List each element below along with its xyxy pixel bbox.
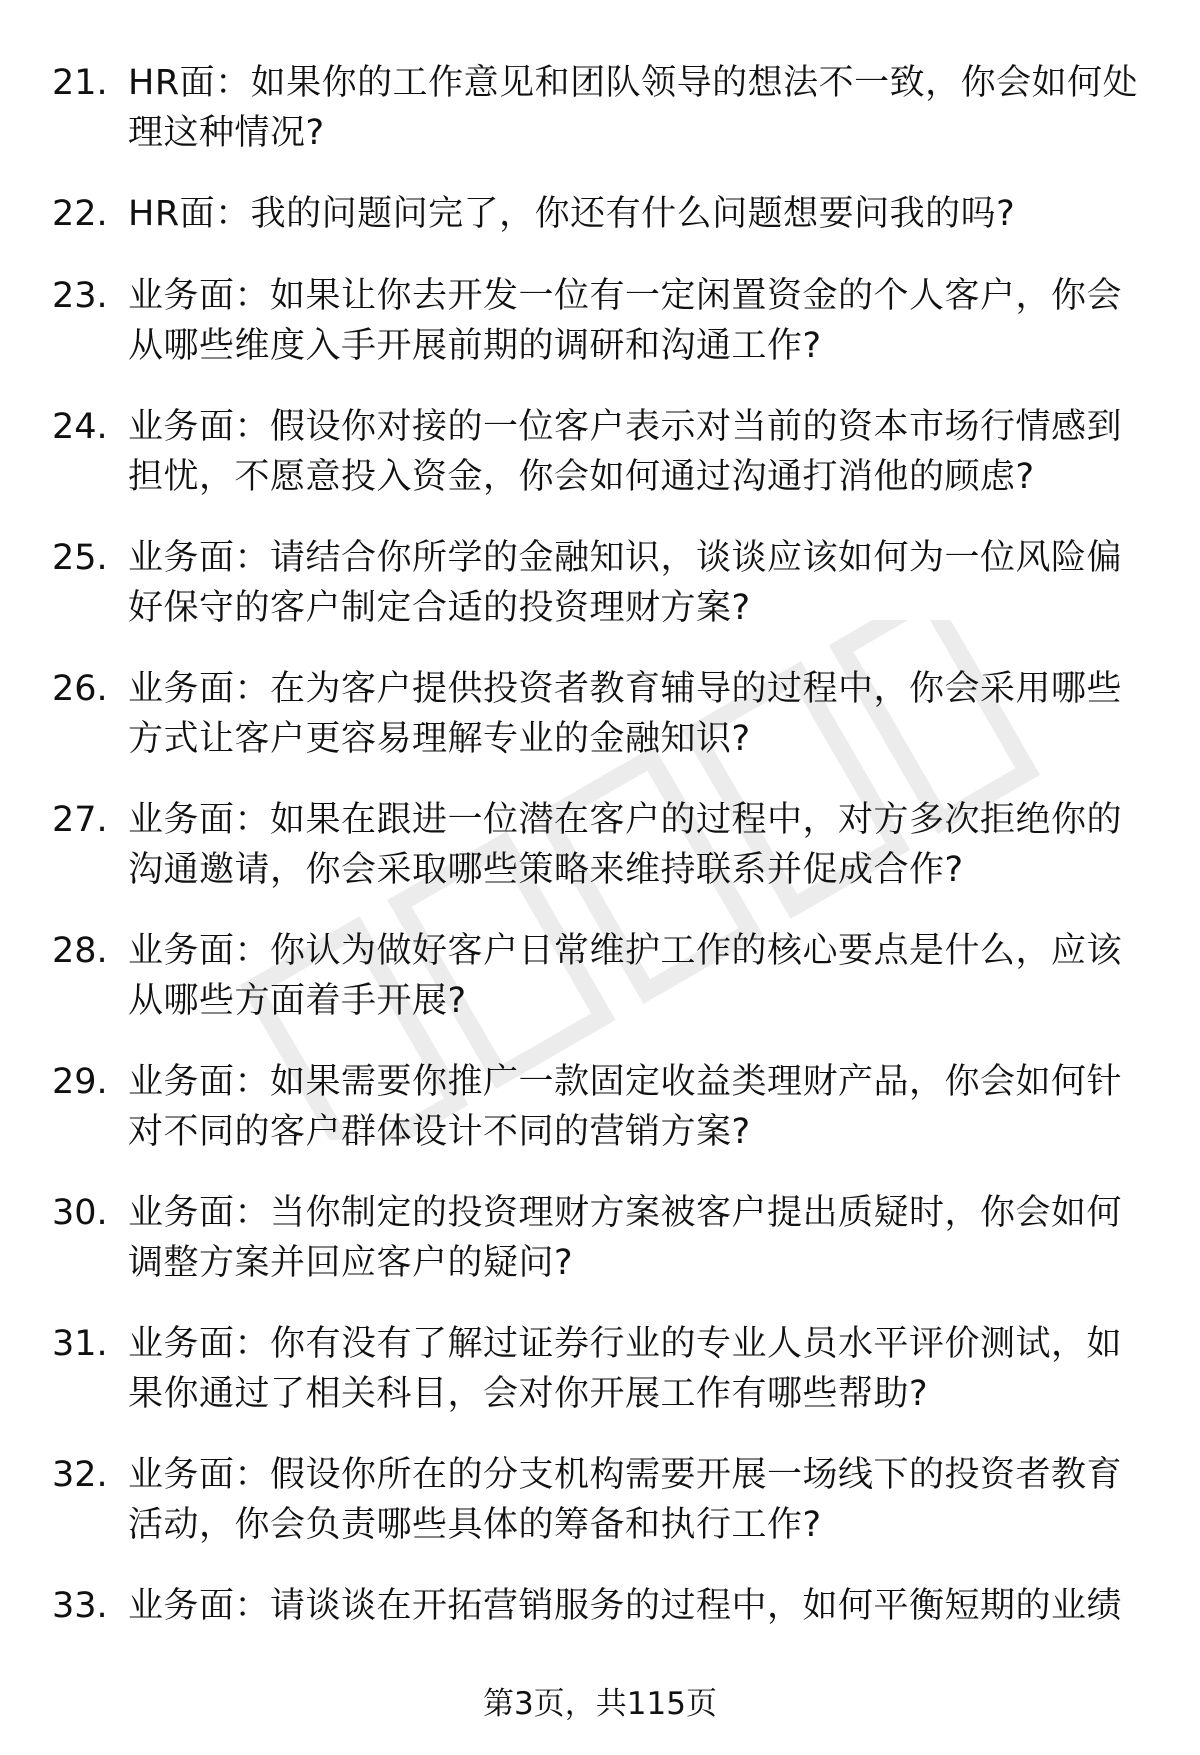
question-number: 28. (52, 931, 108, 971)
question-number: 22. (52, 194, 108, 234)
question-item (0, 795, 1200, 926)
question-text: 业务面：如果在跟进一位潜在客户的过程中，对方多次拒绝你的沟通邀请，你会采取哪些策略来维持联系并促成合作? (128, 800, 1123, 890)
question-item (0, 1319, 1200, 1450)
question-item (0, 58, 1200, 189)
question-number: 21. (52, 63, 108, 103)
question-item (0, 926, 1200, 1057)
question-text: 业务面：当你制定的投资理财方案被客户提出质疑时，你会如何调整方案并回应客户的疑问? (128, 1193, 1123, 1283)
question-item (0, 1057, 1200, 1188)
question-item (0, 189, 1200, 271)
question-text: 业务面：如果需要你推广一款固定收益类理财产品，你会如何针对不同的客户群体设计不同的营销方案? (128, 1062, 1123, 1152)
question-item (0, 664, 1200, 795)
question-text: 业务面：如果让你去开发一位有一定闲置资金的个人客户，你会从哪些维度入手开展前期的调研和沟通工作? (128, 276, 1123, 366)
question-number: 30. (52, 1193, 108, 1233)
question-text: HR面：我的问题问完了，你还有什么问题想要问我的吗? (128, 194, 1016, 234)
question-number: 26. (52, 669, 108, 709)
question-number: 32. (52, 1455, 108, 1495)
question-text: 业务面：在为客户提供投资者教育辅导的过程中，你会采用哪些方式让客户更容易理解专业的金融知识? (128, 669, 1123, 759)
question-item (0, 1188, 1200, 1319)
question-item (0, 533, 1200, 664)
question-number: 31. (52, 1324, 108, 1364)
question-text: 业务面：请谈谈在开拓营销服务的过程中，如何平衡短期的业绩 (128, 1586, 1123, 1626)
question-item (0, 1450, 1200, 1581)
question-text: 业务面：你认为做好客户日常维护工作的核心要点是什么，应该从哪些方面着手开展? (128, 931, 1123, 1021)
question-item (0, 1581, 1200, 1641)
question-text: 业务面：请结合你所学的金融知识，谈谈应该如何为一位风险偏好保守的客户制定合适的投资理财方案? (128, 538, 1123, 628)
question-list (0, 58, 1200, 1641)
question-number: 24. (52, 407, 108, 447)
question-text: HR面：如果你的工作意见和团队领导的想法不一致，你会如何处理这种情况? (128, 63, 1139, 153)
question-text: 业务面：假设你所在的分支机构需要开展一场线下的投资者教育活动，你会负责哪些具体的筹备和执行工作? (128, 1455, 1123, 1545)
question-number: 33. (52, 1586, 108, 1626)
question-item (0, 402, 1200, 533)
question-number: 29. (52, 1062, 108, 1102)
question-number: 23. (52, 276, 108, 316)
question-item (0, 271, 1200, 402)
question-number: 25. (52, 538, 108, 578)
question-number: 27. (52, 800, 108, 840)
page-footer: 第3页，共115页 (483, 1686, 717, 1722)
question-text: 业务面：你有没有了解过证券行业的专业人员水平评价测试，如果你通过了相关科目，会对你开展工作有哪些帮助? (128, 1324, 1123, 1414)
question-text: 业务面：假设你对接的一位客户表示对当前的资本市场行情感到担忧，不愿意投入资金，你会如何通过沟通打消他的顾虑? (128, 407, 1123, 497)
